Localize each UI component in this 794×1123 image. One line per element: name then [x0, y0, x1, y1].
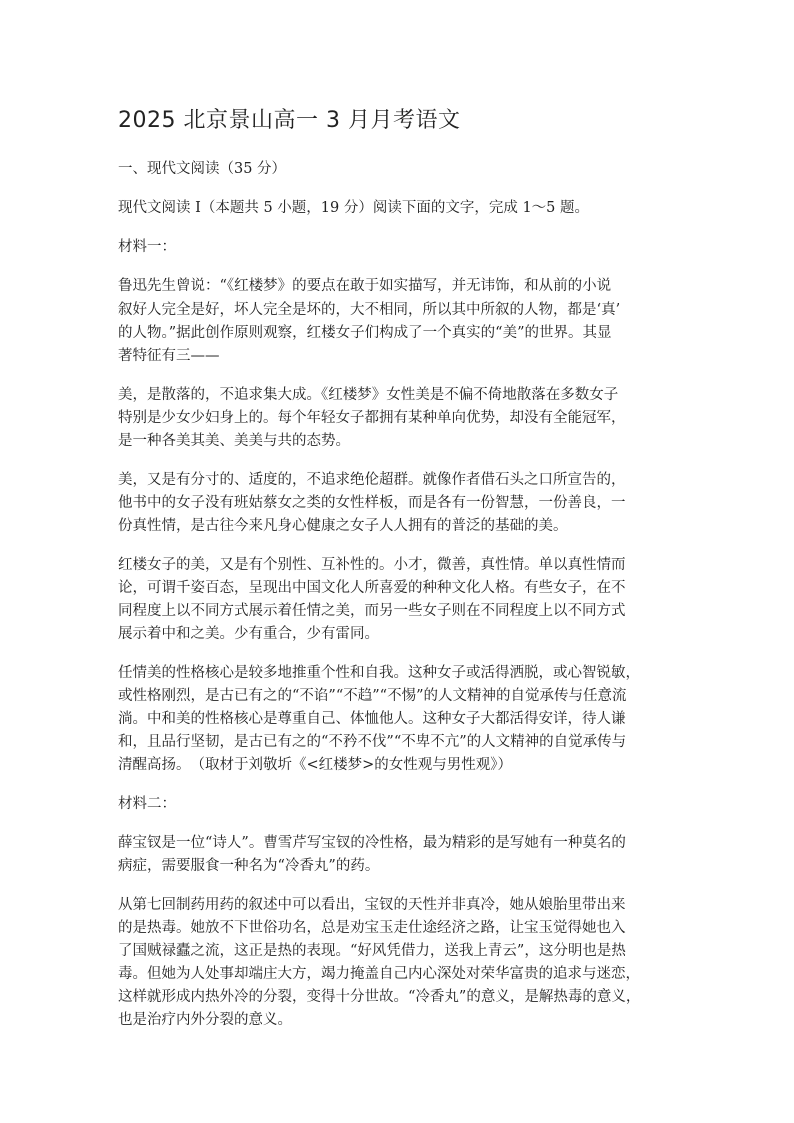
- text-line: 是一种各美其美、美美与共的态势。: [118, 433, 350, 449]
- text-line: 从第七回制药用药的叙述中可以看出，宝钗的天性并非真冷，她从娘胎里带出来: [118, 897, 626, 913]
- document-title: 2025 北京景山高一 3 月月考语文: [118, 108, 461, 133]
- text-line: 或性格刚烈，是古已有之的“不谄”“不趋”“不惕”的人文精神的自觉承传与任意流: [118, 688, 627, 704]
- text-line: 毒。但她为人处事却端庄大方，竭力掩盖自己内心深处对荣华富贵的追求与迷恋，: [118, 966, 640, 982]
- text-line: 叙好人完全是好，坏人完全是坏的，大不相同，所以其中所叙的人物，都是‘真’: [118, 302, 621, 318]
- reading-intro: 现代文阅读 I（本题共 5 小题，19 分）阅读下面的文字，完成 1～5 题。: [118, 200, 590, 216]
- text-line: 这样就形成内热外冷的分裂，变得十分世故。“冷香丸”的意义，是解热毒的意义，: [118, 989, 641, 1005]
- material2-label: 材料二：: [118, 796, 176, 812]
- text-line: 任情美的性格核心是较多地推重个性和自我。这种女子或活得洒脱，或心智锐敏，: [118, 665, 640, 681]
- text-line: 薛宝钗是一位“诗人”。曹雪芹写宝钗的冷性格，最为精彩的是写她有一种莫名的: [118, 835, 626, 851]
- text-line: 美，是散落的，不追求集大成。《红楼梦》女性美是不偏不倚地散落在多数女子: [118, 387, 619, 403]
- text-line: 鲁迅先生曾说：“《红楼梦》的要点在敢于如实描写，并无讳饰，和从前的小说: [118, 278, 612, 294]
- text-line: 著特征有三——: [118, 348, 220, 364]
- text-line: 清醒高扬。 （取材于刘敬圻《<红楼梦>的女性观与男性观》）: [118, 757, 513, 773]
- text-line: 他书中的女子没有班姑蔡女之类的女性样板，而是各有一份智慧，一份善良，一: [118, 495, 626, 511]
- text-line: 份真性情，是古往今来凡身心健康之女子人人拥有的普泛的基础的美。: [118, 518, 568, 534]
- text-line: 淌。中和美的性格核心是尊重自己、体恤他人。这种女子大都活得安详，待人谦: [118, 711, 626, 727]
- text-line: 红楼女子的美，又是有个别性、互补性的。小才，微善，真性情。单以真性情而: [118, 557, 626, 573]
- text-line: 展示着中和之美。少有重合，少有雷同。: [118, 626, 379, 642]
- text-line: 和，且品行坚韧，是古已有之的“不矜不伐”“不卑不亢”的人文精神的自觉承传与: [118, 734, 627, 750]
- text-line: 论，可谓千姿百态，呈现出中国文化人所喜爱的种种文化人格。有些女子，在不: [118, 580, 626, 596]
- text-line: 的人物。”据此创作原则观察，红楼女子们构成了一个真实的“美”的世界。其显: [118, 325, 612, 341]
- text-line: 的是热毒。她放不下世俗功名，总是劝宝玉走仕途经济之路，让宝玉觉得她也入: [118, 920, 626, 936]
- text-line: 病症，需要服食一种名为“冷香丸”的药。: [118, 858, 380, 874]
- section-heading: 一、现代文阅读（35 分）: [118, 161, 287, 177]
- text-line: 特别是少女少妇身上的。每个年轻女子都拥有某种单向优势，却没有全能冠军，: [118, 410, 626, 426]
- text-line: 了国贼禄蠹之流，这正是热的表现。“好风凭借力，送我上青云”，这分明也是热: [118, 943, 626, 959]
- text-line: 同程度上以不同方式展示着任情之美，而另一些女子则在不同程度上以不同方式: [118, 603, 626, 619]
- material1-label: 材料一：: [118, 239, 176, 255]
- text-line: 美，又是有分寸的、适度的，不追求绝伦超群。就像作者借石头之口所宣告的，: [118, 472, 626, 488]
- text-line: 也是治疗内外分裂的意义。: [118, 1012, 292, 1028]
